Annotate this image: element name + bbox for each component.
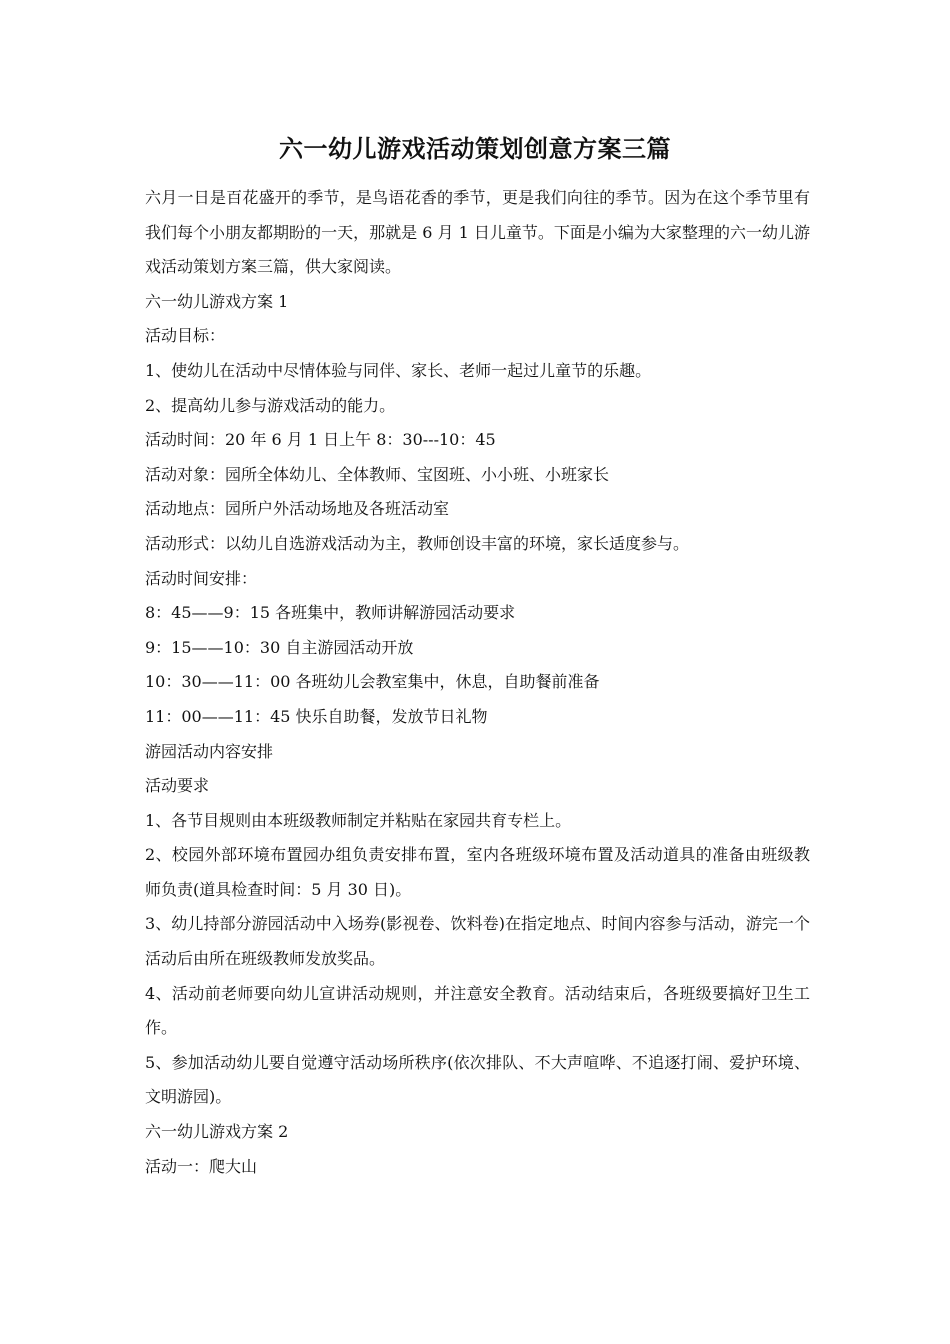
activity-format: 活动形式：以幼儿自选游戏活动为主，教师创设丰富的环境，家长适度参与。 <box>145 533 690 553</box>
activity-one-heading: 活动一：爬大山 <box>145 1156 258 1176</box>
goal-item-1: 1、使幼儿在活动中尽情体验与同伴、家长、老师一起过儿童节的乐趣。 <box>145 360 652 380</box>
requirement-item-1: 1、各节目规则由本班级教师制定并粘贴在家园共育专栏上。 <box>145 810 572 830</box>
requirement-item-2: 2、校园外部环境布置园办组负责安排布置，室内各班级环境布置及活动道具的准备由班级教师负责(道具检查时间：5 月 30 日)。 <box>145 845 810 899</box>
activity-time: 活动时间：20 年 6 月 1 日上午 8：30---10：45 <box>145 430 496 450</box>
section-heading-plan-2: 六一幼儿游戏方案 2 <box>145 1122 289 1142</box>
content-arrangement-heading: 游园活动内容安排 <box>145 741 274 761</box>
schedule-item-4: 11：00——11：45 快乐自助餐，发放节日礼物 <box>145 706 488 726</box>
requirement-item-5: 5、参加活动幼儿要自觉遵守活动场所秩序(依次排队、不大声喧哗、不追逐打闹、爱护环境、文明游园)。 <box>145 1052 810 1107</box>
document-title: 六一幼儿游戏活动策划创意方案三篇 <box>279 134 671 163</box>
schedule-item-2: 9：15——10：30 自主游园活动开放 <box>145 637 414 657</box>
activity-audience: 活动对象：园所全体幼儿、全体教师、宝囡班、小小班、小班家长 <box>145 464 610 484</box>
schedule-item-1: 8：45——9：15 各班集中，教师讲解游园活动要求 <box>145 603 516 623</box>
document-body <box>145 181 810 1184</box>
requirements-heading: 活动要求 <box>145 776 210 796</box>
requirement-item-3: 3、幼儿持部分游园活动中入场券(影视卷、饮料卷)在指定地点、时间内容参与活动，游完一个活动后由所在班级教师发放奖品。 <box>145 914 810 969</box>
section-heading-plan-1: 六一幼儿游戏方案 1 <box>145 291 289 311</box>
activity-goal-heading: 活动目标： <box>145 326 226 346</box>
requirement-item-4: 4、活动前老师要向幼儿宣讲活动规则，并注意安全教育。活动结束后，各班级要搞好卫生工作。 <box>145 983 810 1038</box>
activity-location: 活动地点：园所户外活动场地及各班活动室 <box>145 499 450 519</box>
schedule-item-3: 10：30——11：00 各班幼儿会教室集中，休息，自助餐前准备 <box>145 672 600 692</box>
schedule-heading: 活动时间安排： <box>145 568 258 588</box>
intro-paragraph: 六月一日是百花盛开的季节，是鸟语花香的季节，更是我们向往的季节。因为在这个季节里有我们每个小朋友都期盼的一天，那就是 6 月 1 日儿童节。下面是小编为大家整理的六一幼儿游戏活动策划方案三篇，供大家阅读。 <box>145 188 810 277</box>
goal-item-2: 2、提高幼儿参与游戏活动的能力。 <box>145 395 396 415</box>
